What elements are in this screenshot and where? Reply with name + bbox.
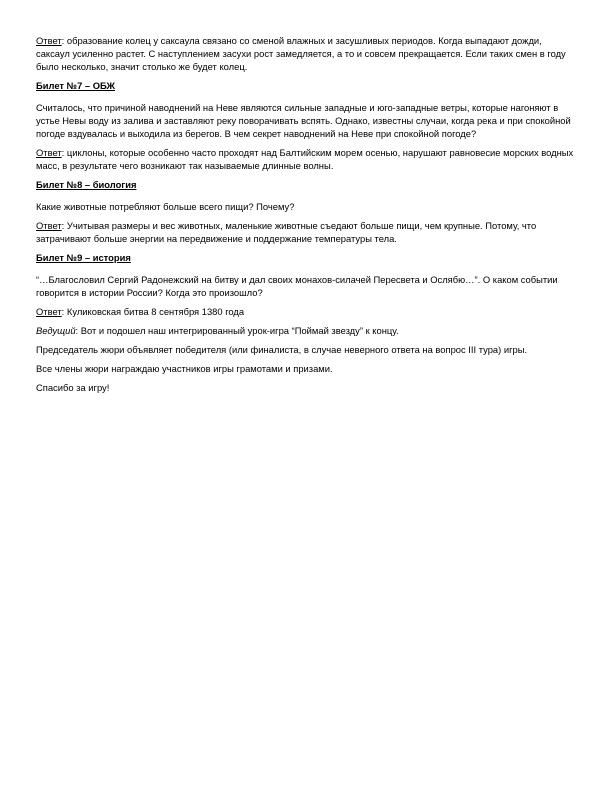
closing-paragraph: Спасибо за игру! [36, 382, 110, 393]
closing-paragraph: Председатель жюри объявляет победителя (или финалиста, в случае неверного ответа на вопрос III тура) игры. [36, 344, 528, 355]
answer-label: Ответ [36, 147, 62, 158]
ticket-heading: Билет №9 – история [36, 252, 131, 263]
host-paragraph [36, 324, 576, 337]
answer-label: Ответ [36, 220, 62, 231]
answer-text: : Куликовская битва 8 сентября 1380 года [61, 306, 245, 317]
answer-label: Ответ [36, 35, 62, 46]
answer-paragraph [36, 34, 576, 73]
answer-text: : циклоны, которые особенно часто проходят над Балтийским морем осенью, нарушают равновесие морских водных масс, в результате чего возникают так называемые длинные волны. [36, 147, 574, 171]
ticket-heading: Билет №8 – биология [36, 179, 137, 190]
answer-label: Ответ [36, 306, 62, 317]
answer-text: : Учитывая размеры и вес животных, маленькие животные съедают больше пищи, чем крупные. Потому, что затрачивают больше энергии на передвижение и поддержание температуры тела. [36, 220, 537, 244]
question-paragraph: Какие животные потребляют больше всего пищи? Почему? [36, 201, 295, 212]
answer-paragraph [36, 219, 576, 245]
question-paragraph: Считалось, что причиной наводнений на Неве являются сильные западные и юго-западные ветры, которые нагоняют в устье Невы воду из залива и заставляют реку поворачивать вспять. Однако, известны случаи, когда река и при спокойной погоде вздувалась и выходила из берегов. В чем секрет наводнений на Неве при спокойной погоде? [36, 102, 571, 139]
answer-paragraph [36, 146, 576, 172]
answer-text: : образование колец у саксаула связано со сменой влажных и засушливых периодов. Когда выпадают дожди, саксаул усиленно растет. С наступлением засухи рост замедляется, а то и совсем прекращается. Если таких смен в году было несколько, значит столько же будет колец. [36, 35, 566, 72]
answer-paragraph [36, 305, 576, 318]
document-page [36, 34, 576, 400]
host-text: : Вот и подошел наш интегрированный урок-игра “Поймай звезду” к концу. [75, 325, 399, 336]
host-label: Ведущий [36, 325, 76, 336]
ticket-heading: Билет №7 – ОБЖ [36, 80, 115, 91]
closing-paragraph: Все члены жюри награждаю участников игры грамотами и призами. [36, 363, 333, 374]
question-paragraph: “…Благословил Сергий Радонежский на битву и дал своих монахов-силачей Пересвета и Ослябю…”. О каком событии говорится в истории России? Когда это произошло? [36, 274, 558, 298]
